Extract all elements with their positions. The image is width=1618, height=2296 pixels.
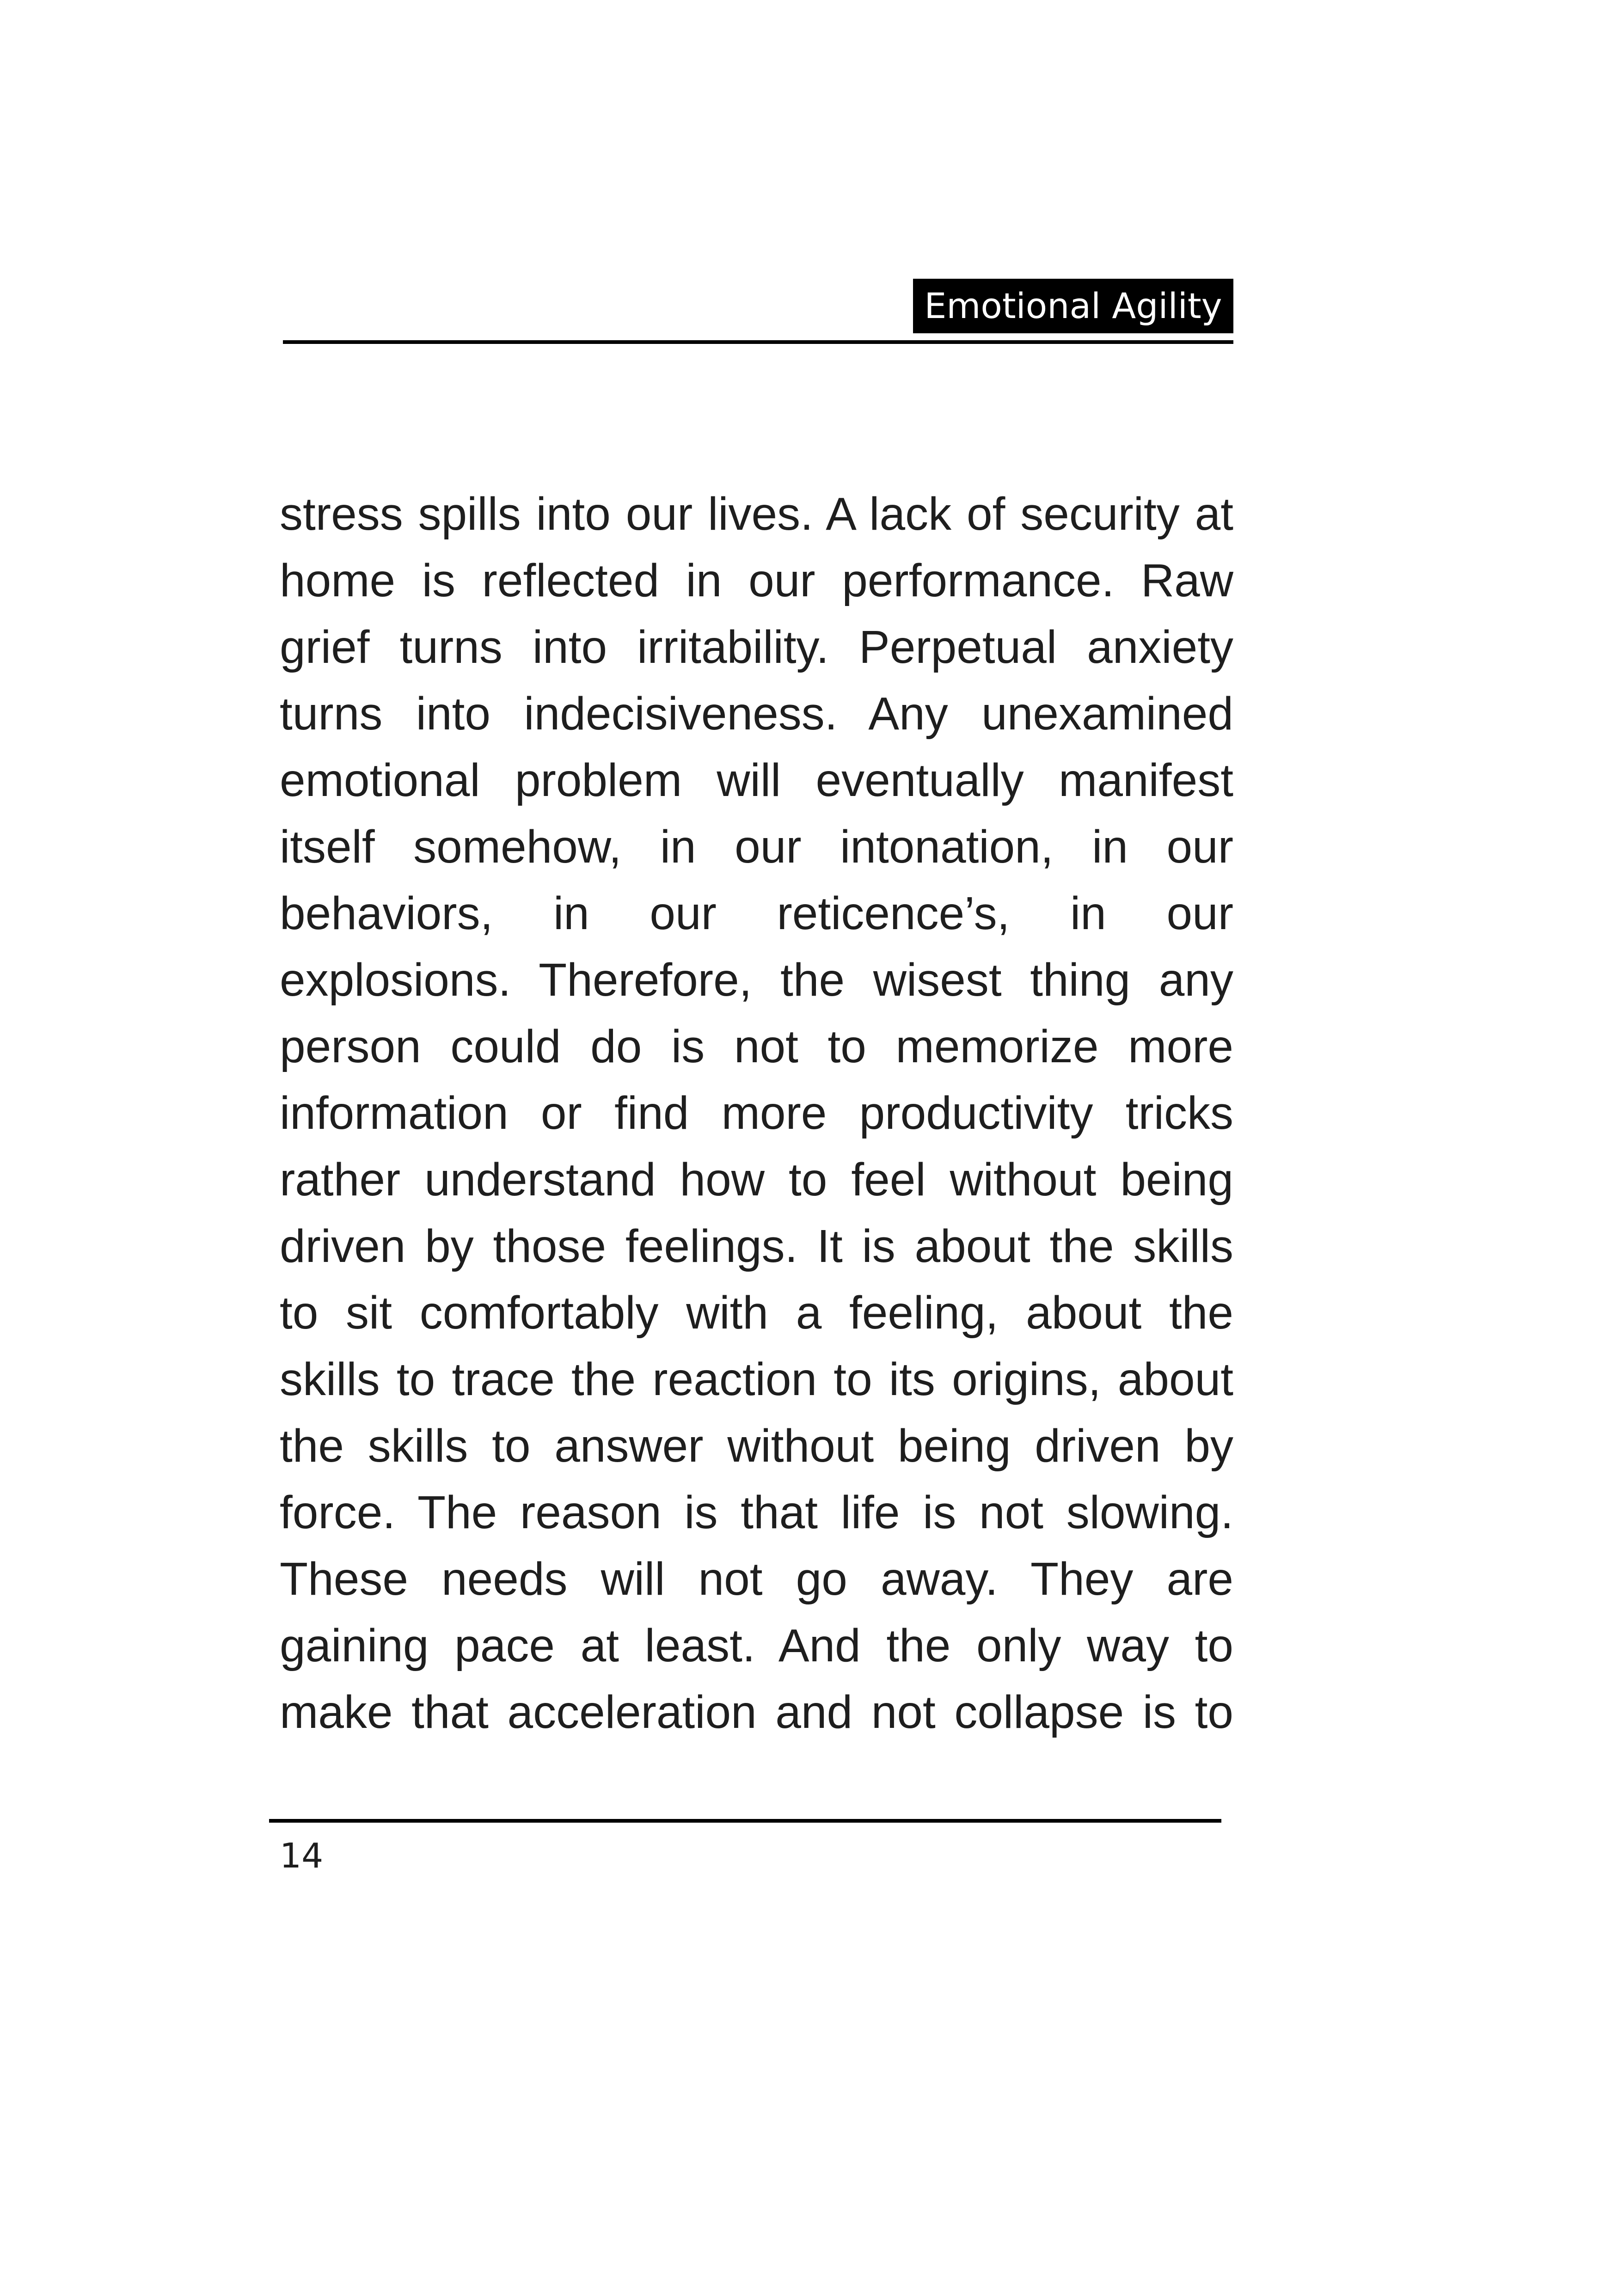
body-line: home is reflected in our performance. Raw	[280, 555, 1233, 606]
body-line: information or find more productivity tricks	[280, 1087, 1233, 1139]
body-line: gaining pace at least. And the only way to	[280, 1620, 1233, 1671]
body-line: stress spills into our lives. A lack of security at	[280, 488, 1233, 540]
body-line: driven by those feelings. It is about the skills	[280, 1220, 1233, 1272]
body-line: These needs will not go away. They are	[280, 1553, 1233, 1605]
body-line: to sit comfortably with a feeling, about the	[280, 1287, 1233, 1339]
body-line: explosions. Therefore, the wisest thing any	[280, 954, 1233, 1006]
body-line: force. The reason is that life is not slowing.	[280, 1487, 1233, 1538]
body-line: rather understand how to feel without being	[280, 1154, 1233, 1206]
page-number: 14	[280, 1836, 324, 1876]
body-line: turns into indecisiveness. Any unexamined	[280, 688, 1233, 740]
footer-divider	[269, 1819, 1221, 1823]
body-line: behaviors, in our reticence’s, in our	[280, 888, 1233, 939]
body-line: the skills to answer without being driven by	[280, 1420, 1233, 1472]
body-line: itself somehow, in our intonation, in our	[280, 821, 1233, 873]
body-line: grief turns into irritability. Perpetual anxiety	[280, 621, 1233, 673]
body-line: person could do is not to memorize more	[280, 1021, 1233, 1072]
body-line: emotional problem will eventually manifest	[280, 754, 1233, 806]
body-line: make that acceleration and not collapse is to	[280, 1686, 1233, 1738]
body-line: skills to trace the reaction to its origins, about	[280, 1353, 1233, 1405]
header-divider	[283, 340, 1233, 344]
running-header-title: Emotional Agility	[913, 279, 1233, 333]
